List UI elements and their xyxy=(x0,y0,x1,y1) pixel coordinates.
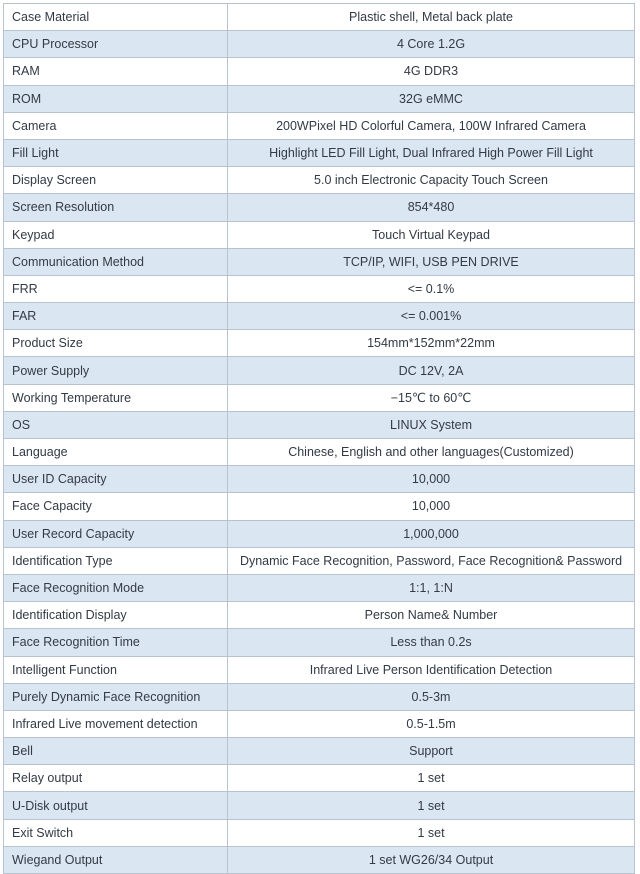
spec-name-cell: Identification Type xyxy=(4,547,228,574)
table-row xyxy=(4,221,635,248)
spec-value-cell: <= 0.001% xyxy=(228,303,635,330)
table-row xyxy=(4,167,635,194)
spec-value-cell: 1 set WG26/34 Output xyxy=(228,846,635,873)
spec-name-cell: Working Temperature xyxy=(4,384,228,411)
table-row xyxy=(4,656,635,683)
spec-name-cell: Intelligent Function xyxy=(4,656,228,683)
spec-value-cell: Less than 0.2s xyxy=(228,629,635,656)
table-row xyxy=(4,819,635,846)
spec-value-cell: 154mm*152mm*22mm xyxy=(228,330,635,357)
table-row xyxy=(4,765,635,792)
spec-name-cell: Exit Switch xyxy=(4,819,228,846)
spec-value-cell: <= 0.1% xyxy=(228,275,635,302)
spec-value-cell: LINUX System xyxy=(228,411,635,438)
table-row xyxy=(4,85,635,112)
spec-value-cell: 200WPixel HD Colorful Camera, 100W Infrared Camera xyxy=(228,112,635,139)
table-row xyxy=(4,466,635,493)
spec-name-cell: Infrared Live movement detection xyxy=(4,710,228,737)
spec-value-cell: 32G eMMC xyxy=(228,85,635,112)
spec-value-cell: 1 set xyxy=(228,819,635,846)
table-row xyxy=(4,248,635,275)
spec-value-cell: Support xyxy=(228,738,635,765)
spec-value-cell: Infrared Live Person Identification Detection xyxy=(228,656,635,683)
spec-name-cell: Display Screen xyxy=(4,167,228,194)
spec-value-cell: −15℃ to 60℃ xyxy=(228,384,635,411)
spec-name-cell: RAM xyxy=(4,58,228,85)
spec-name-cell: Communication Method xyxy=(4,248,228,275)
spec-value-cell: 1 set xyxy=(228,765,635,792)
table-row xyxy=(4,384,635,411)
table-row xyxy=(4,194,635,221)
spec-name-cell: FRR xyxy=(4,275,228,302)
spec-value-cell: Touch Virtual Keypad xyxy=(228,221,635,248)
table-row xyxy=(4,520,635,547)
table-row xyxy=(4,112,635,139)
table-row xyxy=(4,574,635,601)
table-row xyxy=(4,710,635,737)
spec-name-cell: Relay output xyxy=(4,765,228,792)
spec-name-cell: Language xyxy=(4,439,228,466)
spec-name-cell: CPU Processor xyxy=(4,31,228,58)
spec-name-cell: Product Size xyxy=(4,330,228,357)
table-row xyxy=(4,602,635,629)
spec-name-cell: User ID Capacity xyxy=(4,466,228,493)
spec-name-cell: FAR xyxy=(4,303,228,330)
spec-name-cell: Purely Dynamic Face Recognition xyxy=(4,683,228,710)
table-row xyxy=(4,303,635,330)
spec-value-cell: Plastic shell, Metal back plate xyxy=(228,4,635,31)
table-row xyxy=(4,139,635,166)
table-row xyxy=(4,357,635,384)
table-row xyxy=(4,275,635,302)
spec-name-cell: Bell xyxy=(4,738,228,765)
table-row xyxy=(4,792,635,819)
spec-value-cell: TCP/IP, WIFI, USB PEN DRIVE xyxy=(228,248,635,275)
table-row xyxy=(4,439,635,466)
spec-value-cell: 854*480 xyxy=(228,194,635,221)
table-row xyxy=(4,683,635,710)
spec-value-cell: 1 set xyxy=(228,792,635,819)
spec-table xyxy=(3,3,635,874)
spec-value-cell: 4 Core 1.2G xyxy=(228,31,635,58)
table-row xyxy=(4,846,635,873)
spec-table-body xyxy=(4,4,635,874)
table-row xyxy=(4,629,635,656)
spec-value-cell: 5.0 inch Electronic Capacity Touch Screen xyxy=(228,167,635,194)
table-row xyxy=(4,547,635,574)
spec-value-cell: DC 12V, 2A xyxy=(228,357,635,384)
spec-value-cell: 4G DDR3 xyxy=(228,58,635,85)
spec-name-cell: User Record Capacity xyxy=(4,520,228,547)
table-row xyxy=(4,411,635,438)
spec-value-cell: 1,000,000 xyxy=(228,520,635,547)
table-row xyxy=(4,738,635,765)
spec-name-cell: Face Capacity xyxy=(4,493,228,520)
spec-value-cell: 0.5-1.5m xyxy=(228,710,635,737)
spec-value-cell: Dynamic Face Recognition, Password, Face Recognition& Password xyxy=(228,547,635,574)
spec-value-cell: 1:1, 1:N xyxy=(228,574,635,601)
spec-name-cell: Identification Display xyxy=(4,602,228,629)
table-row xyxy=(4,58,635,85)
spec-value-cell: 10,000 xyxy=(228,493,635,520)
spec-name-cell: Face Recognition Mode xyxy=(4,574,228,601)
table-row xyxy=(4,330,635,357)
table-row xyxy=(4,4,635,31)
spec-name-cell: Face Recognition Time xyxy=(4,629,228,656)
spec-name-cell: Screen Resolution xyxy=(4,194,228,221)
spec-name-cell: Keypad xyxy=(4,221,228,248)
spec-name-cell: Power Supply xyxy=(4,357,228,384)
table-row xyxy=(4,31,635,58)
spec-value-cell: 10,000 xyxy=(228,466,635,493)
spec-name-cell: OS xyxy=(4,411,228,438)
spec-name-cell: Case Material xyxy=(4,4,228,31)
spec-value-cell: Person Name& Number xyxy=(228,602,635,629)
spec-name-cell: U-Disk output xyxy=(4,792,228,819)
spec-value-cell: Highlight LED Fill Light, Dual Infrared High Power Fill Light xyxy=(228,139,635,166)
spec-name-cell: Wiegand Output xyxy=(4,846,228,873)
spec-name-cell: Fill Light xyxy=(4,139,228,166)
spec-name-cell: Camera xyxy=(4,112,228,139)
table-row xyxy=(4,493,635,520)
spec-value-cell: 0.5-3m xyxy=(228,683,635,710)
spec-name-cell: ROM xyxy=(4,85,228,112)
spec-value-cell: Chinese, English and other languages(Customized) xyxy=(228,439,635,466)
